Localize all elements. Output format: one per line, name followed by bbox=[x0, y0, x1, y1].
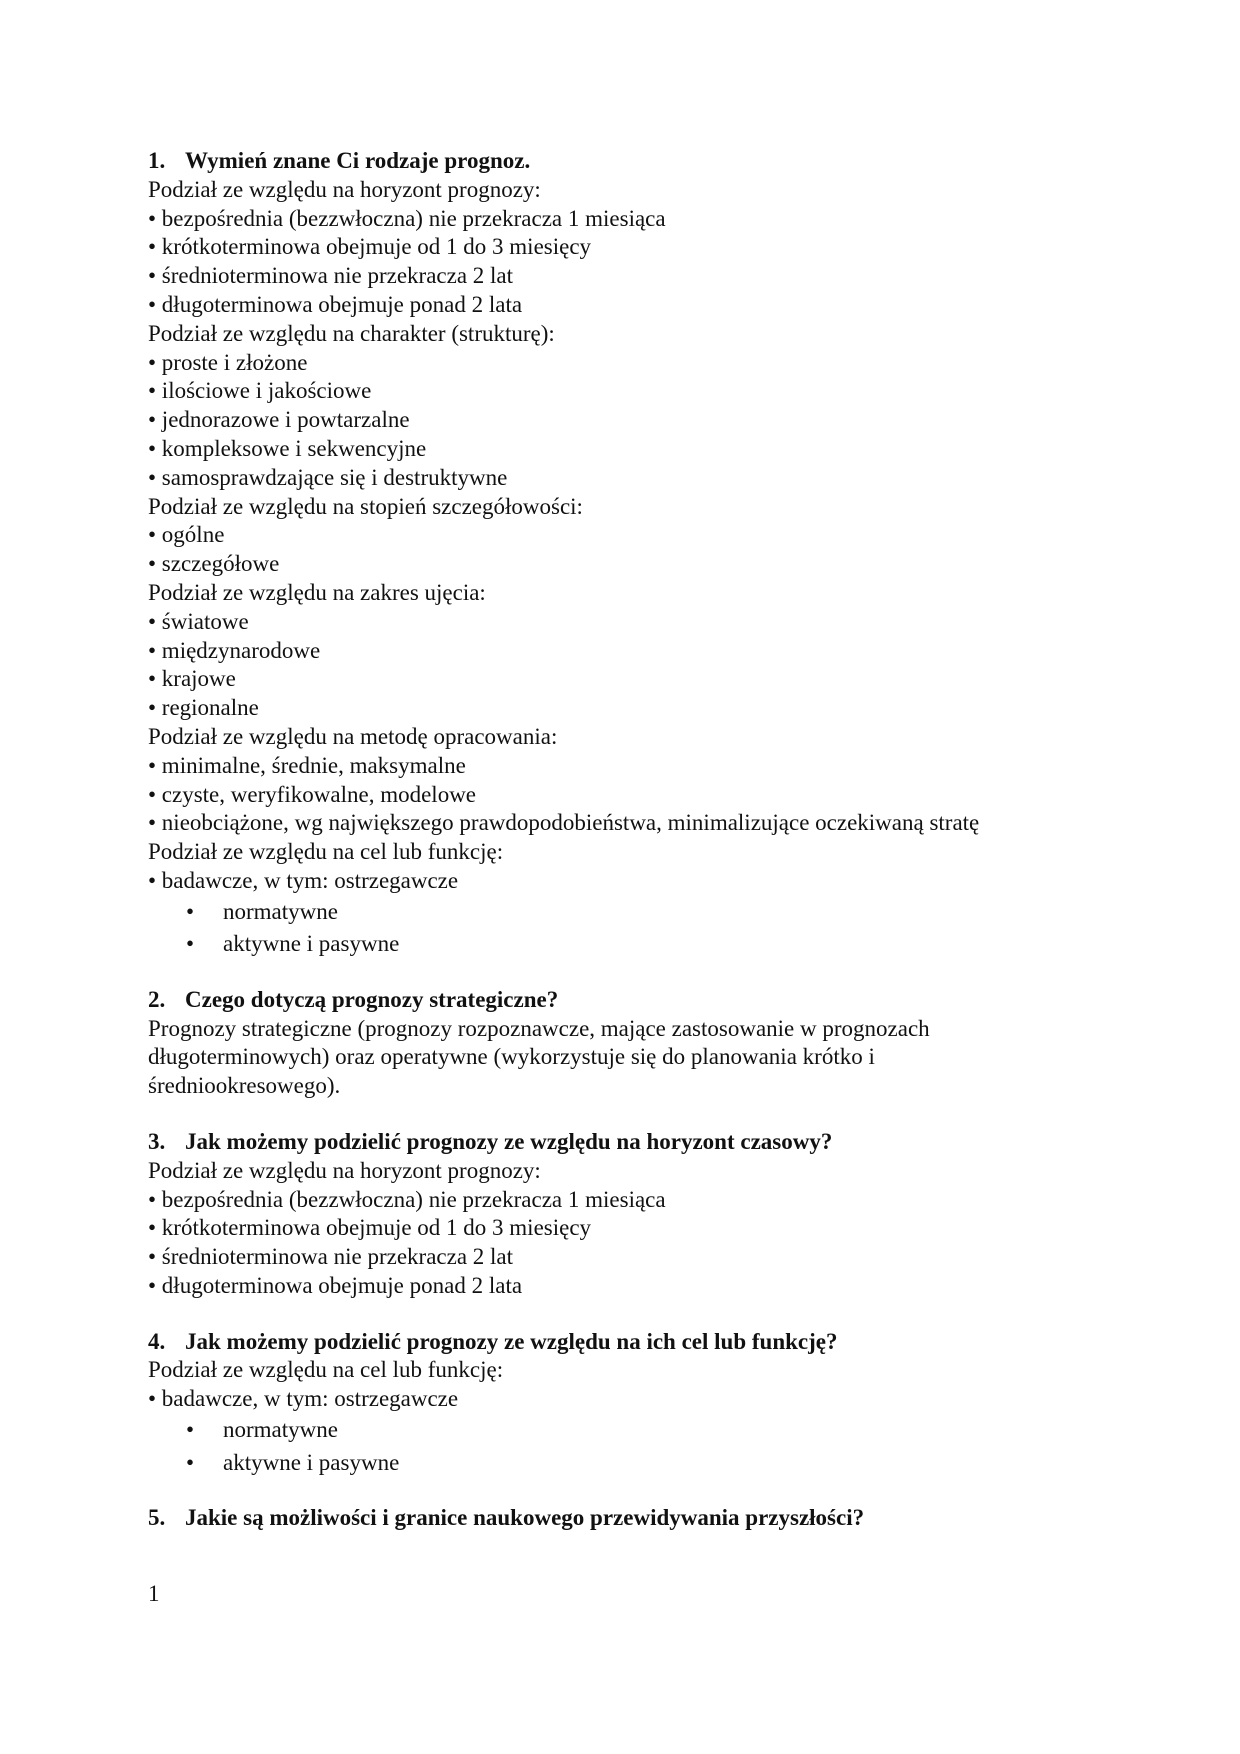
sub-bullet-item bbox=[148, 1447, 1108, 1480]
sub-bullet-text: aktywne i pasywne bbox=[223, 1449, 400, 1475]
body-text-line: Podział ze względu na horyzont prognozy: bbox=[148, 176, 541, 202]
bullet-icon: • bbox=[186, 898, 195, 924]
sub-bullet-text: aktywne i pasywne bbox=[223, 931, 400, 957]
bullet-item: • regionalne bbox=[148, 695, 259, 721]
question-number: 5. bbox=[148, 1505, 166, 1531]
document-body bbox=[148, 147, 1108, 1533]
question-heading bbox=[148, 1328, 1108, 1357]
body-text-line: średniookresowego). bbox=[148, 1073, 341, 1099]
bullet-item: • kompleksowe i sekwencyjne bbox=[148, 435, 427, 461]
body-text-line: Podział ze względu na zakres ujęcia: bbox=[148, 579, 486, 605]
question-section bbox=[148, 1328, 1108, 1479]
bullet-item: • proste i złożone bbox=[148, 349, 308, 375]
bullet-item: • bezpośrednia (bezzwłoczna) nie przekracza 1 miesiąca bbox=[148, 1186, 666, 1212]
question-section bbox=[148, 1128, 1108, 1301]
body-text-line: Prognozy strategiczne (prognozy rozpoznawcze, mające zastosowanie w prognozach bbox=[148, 1015, 930, 1041]
question-section bbox=[148, 147, 1108, 961]
question-heading bbox=[148, 986, 1108, 1015]
section-spacer bbox=[148, 1479, 1108, 1504]
section-spacer bbox=[148, 1101, 1108, 1128]
bullet-item: • ilościowe i jakościowe bbox=[148, 378, 372, 404]
section-spacer bbox=[148, 961, 1108, 986]
sub-bullet-text: normatywne bbox=[223, 1417, 338, 1443]
question-number: 2. bbox=[148, 986, 166, 1012]
question-heading bbox=[148, 147, 1108, 176]
question-title: Jak możemy podzielić prognozy ze względu na ich cel lub funkcję? bbox=[185, 1328, 838, 1354]
bullet-item: • światowe bbox=[148, 608, 249, 634]
bullet-icon: • bbox=[186, 931, 195, 957]
bullet-item: • długoterminowa obejmuje ponad 2 lata bbox=[148, 1272, 523, 1298]
bullet-item: • badawcze, w tym: ostrzegawcze bbox=[148, 867, 459, 893]
bullet-icon: • bbox=[186, 1449, 195, 1475]
bullet-item: • nieobciążone, wg największego prawdopodobieństwa, minimalizujące oczekiwaną stratę bbox=[148, 810, 980, 836]
body-text-line: Podział ze względu na horyzont prognozy: bbox=[148, 1157, 541, 1183]
body-text-line: Podział ze względu na charakter (strukturę): bbox=[148, 320, 555, 346]
sub-bullet-item bbox=[148, 1414, 1108, 1447]
bullet-item: • średnioterminowa nie przekracza 2 lat bbox=[148, 263, 514, 289]
question-number: 4. bbox=[148, 1328, 166, 1354]
bullet-item: • samosprawdzające się i destruktywne bbox=[148, 464, 508, 490]
question-section bbox=[148, 1504, 1108, 1533]
question-title: Jakie są możliwości i granice naukowego przewidywania przyszłości? bbox=[185, 1505, 865, 1531]
question-number: 3. bbox=[148, 1128, 166, 1154]
question-heading bbox=[148, 1128, 1108, 1157]
body-text-line: Podział ze względu na stopień szczegółowości: bbox=[148, 493, 583, 519]
bullet-item: • jednorazowe i powtarzalne bbox=[148, 407, 410, 433]
bullet-item: • szczegółowe bbox=[148, 551, 280, 577]
body-text-line: Podział ze względu na cel lub funkcję: bbox=[148, 839, 504, 865]
question-heading bbox=[148, 1504, 1108, 1533]
bullet-item: • krótkoterminowa obejmuje od 1 do 3 miesięcy bbox=[148, 1215, 592, 1241]
bullet-item: • ogólne bbox=[148, 522, 225, 548]
bullet-item: • krótkoterminowa obejmuje od 1 do 3 miesięcy bbox=[148, 234, 592, 260]
page-number: 1 bbox=[148, 1581, 160, 1606]
sub-bullet-text: normatywne bbox=[223, 898, 338, 924]
bullet-item: • krajowe bbox=[148, 666, 236, 692]
bullet-item: • bezpośrednia (bezzwłoczna) nie przekracza 1 miesiąca bbox=[148, 205, 666, 231]
question-title: Czego dotyczą prognozy strategiczne? bbox=[185, 986, 559, 1012]
section-spacer bbox=[148, 1301, 1108, 1328]
bullet-item: • badawcze, w tym: ostrzegawcze bbox=[148, 1386, 459, 1412]
body-text-line: Podział ze względu na metodę opracowania: bbox=[148, 723, 558, 749]
question-number: 1. bbox=[148, 148, 166, 173]
question-section bbox=[148, 986, 1108, 1101]
question-title: Wymień znane Ci rodzaje prognoz. bbox=[185, 148, 531, 173]
body-text-line: Podział ze względu na cel lub funkcję: bbox=[148, 1357, 504, 1383]
bullet-item: • czyste, weryfikowalne, modelowe bbox=[148, 781, 477, 807]
bullet-item: • minimalne, średnie, maksymalne bbox=[148, 752, 466, 778]
question-title: Jak możemy podzielić prognozy ze względu na horyzont czasowy? bbox=[185, 1128, 833, 1154]
body-text-line: długoterminowych) oraz operatywne (wykorzystuje się do planowania krótko i bbox=[148, 1044, 875, 1070]
sub-bullet-item bbox=[148, 896, 1108, 929]
bullet-item: • średnioterminowa nie przekracza 2 lat bbox=[148, 1244, 514, 1270]
sub-bullet-item bbox=[148, 928, 1108, 961]
bullet-item: • długoterminowa obejmuje ponad 2 lata bbox=[148, 291, 523, 317]
bullet-item: • międzynarodowe bbox=[148, 637, 321, 663]
bullet-icon: • bbox=[186, 1417, 195, 1443]
